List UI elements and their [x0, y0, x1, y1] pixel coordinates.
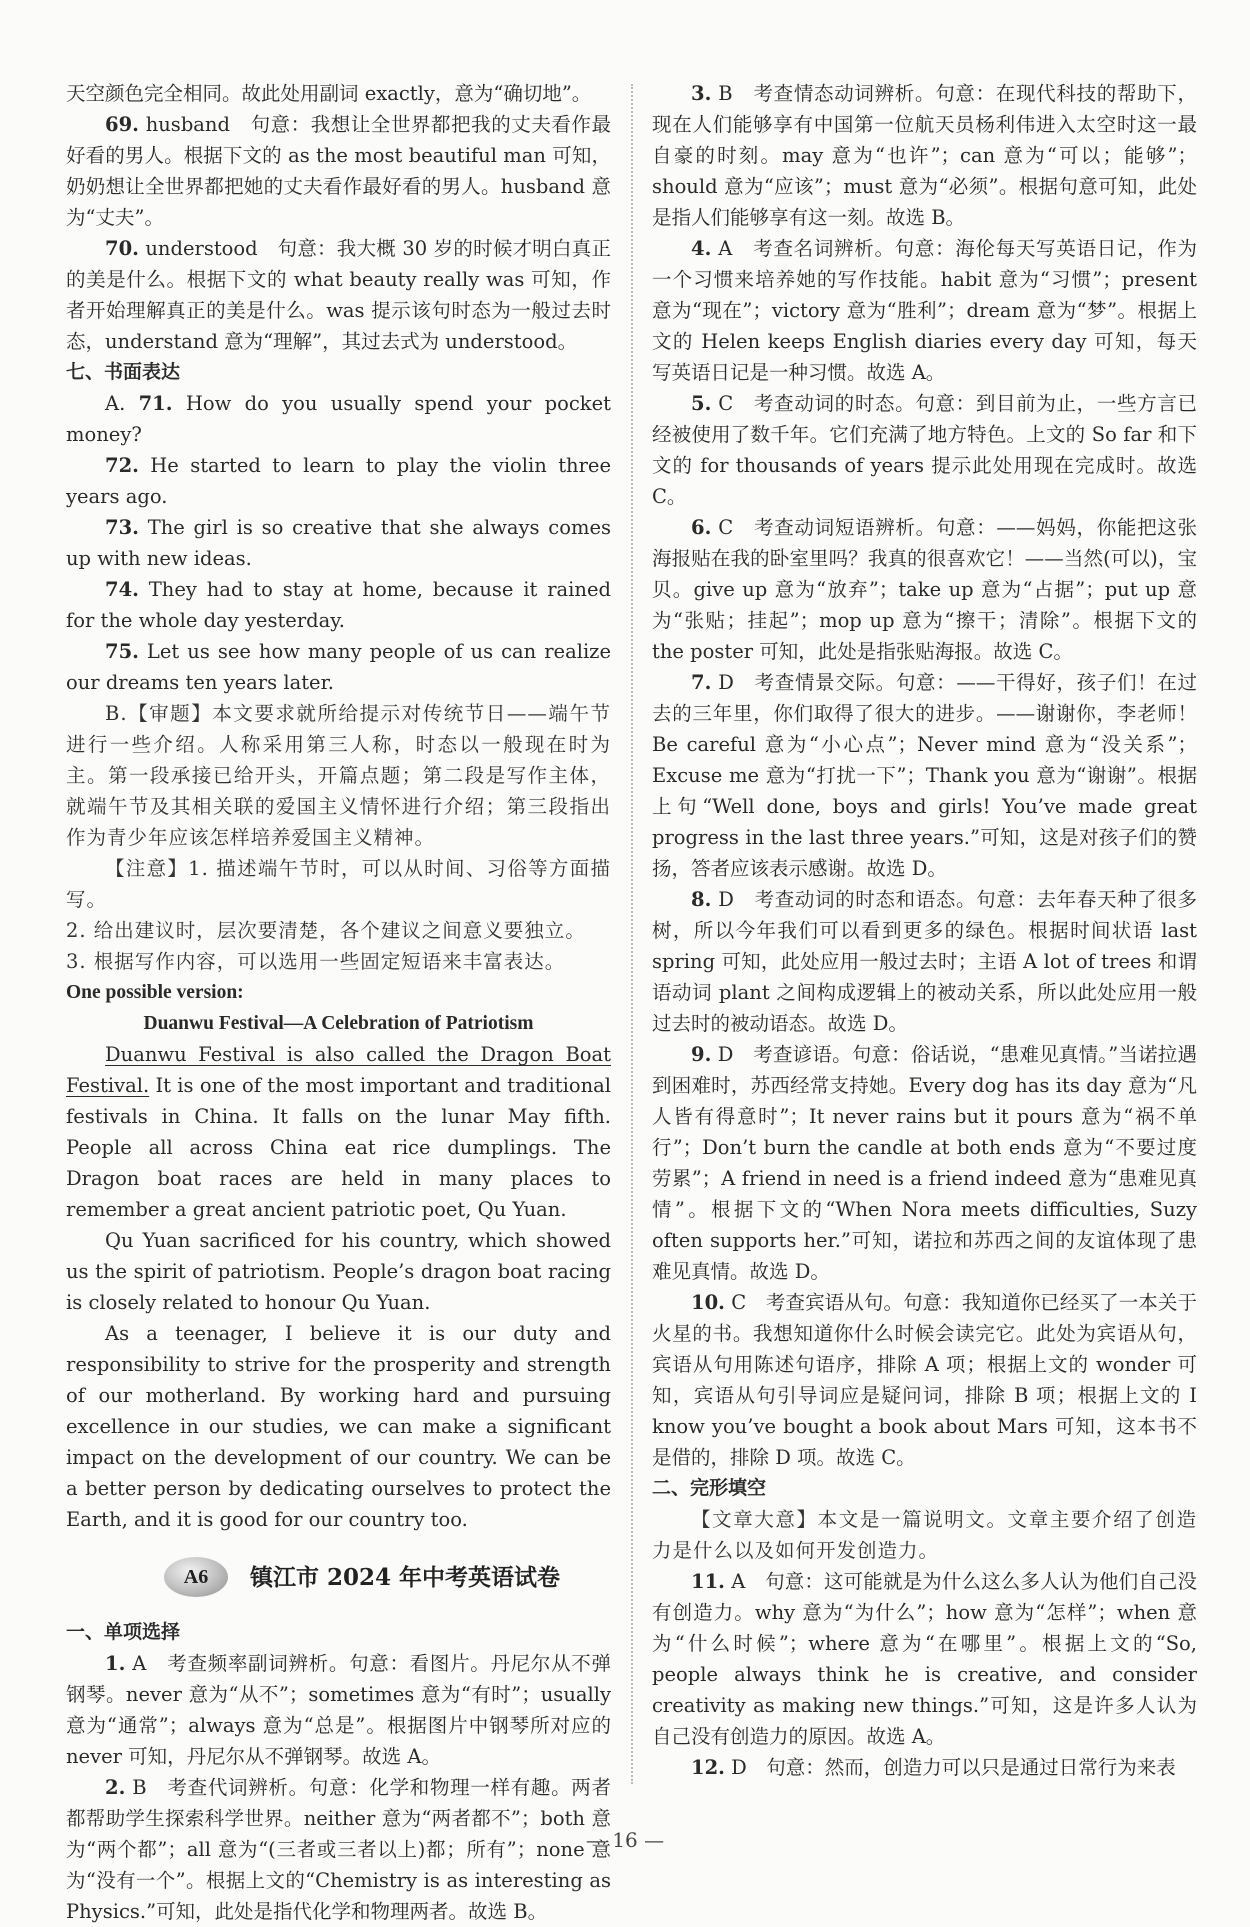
answer-73: 73. The girl is so creative that she always comes up with new ideas.: [66, 516, 611, 570]
passage-summary: 【文章大意】本文是一篇说明文。文章主要介绍了创造力是什么以及如何开发创造力。: [652, 1508, 1197, 1562]
answer-7: 7. D 考查情景交际。句意：——干得好，孩子们！在过去的三年里，你们取得了很大的进步。——谢谢你，李老师！Be careful 意为“小心点”；Never mind 意为“没关系”；Excuse me 意为“打扰一下”；Thank you 意为“谢谢”。根据上句“Well done, boys and girls! You’ve made great progress in the last three years.”可知，这是对孩子们的赞扬，答者应该表示感谢。故选 D。: [652, 671, 1197, 880]
continuation-paragraph: 天空颜色完全相同。故此处用副词 exactly，意为“确切地”。: [66, 82, 592, 105]
answer-5: 5. C 考查动词的时态。句意：到目前为止，一些方言已经被使用了数千年。它们充满了地方特色。上文的 So far 和下文的 for thousands of years 提示此处用现在完成时。故选 C。: [652, 392, 1197, 508]
essay-title: Duanwu Festival—A Celebration of Patriotism: [143, 1013, 534, 1034]
answer-6: 6. C 考查动词短语辨析。句意：——妈妈，你能把这张海报贴在我的卧室里吗？我真的很喜欢它！——当然(可以)，宝贝。give up 意为“放弃”；take up 意为“占据”；put up 意为“张贴；挂起”；mop up 意为“擦干；清除”。根据下文的 the poster 可知，此处是指张贴海报。故选 C。: [652, 516, 1197, 663]
answer-69: 69. husband 句意：我想让全世界都把我的丈夫看作最好看的男人。根据下文的 as the most beautiful man 可知，奶奶想让全世界都把她的丈夫看作最好看的男人。husband 意为“丈夫”。: [66, 113, 611, 229]
answer-8: 8. D 考查动词的时态和语态。句意：去年春天种了很多树，所以今年我们可以看到更多的绿色。根据时间状语 last spring 可知，此处应用一般过去时；主语 A lot of trees 和谓语动词 plant 之间构成逻辑上的被动关系，所以此处应用一般过去时的被动语态。故选 D。: [652, 888, 1197, 1035]
page-number: — 16 —: [585, 1828, 665, 1852]
answer-71: A. 71. How do you usually spend your pocket money?: [66, 392, 612, 446]
sample-label: One possible version:: [66, 982, 244, 1003]
essay-paragraph-3: As a teenager, I believe it is our duty and responsibility to strive for the prosperity and strength of our motherland. By working hard and pursuing excellence in our studies, we can make a significant impact on the development of our country. We can be a better person by dedicating ourselves to protect the Earth, and it is good for our country too.: [66, 1322, 611, 1531]
answer-70: 70. understood 句意：我大概 30 岁的时候才明白真正的美是什么。根据下文的 what beauty really was 可知，作者开始理解真正的美是什么。was 提示该句时态为一般过去时态，understand 意为“理解”，其过去式为 understood。: [66, 237, 611, 353]
exam-title: 镇江市 2024 年中考英语试卷: [250, 1563, 561, 1591]
answer-10: 10. C 考查宾语从句。句意：我知道你已经买了一本关于火星的书。我想知道你什么时候会读完它。此处为宾语从句，宾语从句用陈述句语序，排除 A 项；根据上文的 wonder 可知，宾语从句引导词应是疑问词，排除 B 项；根据上文的 I know you’ve bought a book about Mars 可知，这本书不是借的，排除 D 项。故选 C。: [652, 1291, 1197, 1469]
essay-paragraph-2: Qu Yuan sacrificed for his country, which showed us the spirit of patriotism. People’s dragon boat racing is closely related to honour Qu Yuan.: [66, 1229, 611, 1314]
note-1: 【注意】1. 描述端午节时，可以从时间、习俗等方面描写。: [66, 857, 611, 911]
section-heading-single-choice: 一、单项选择: [66, 1621, 181, 1643]
answer-72: 72. He started to learn to play the violin three years ago.: [66, 454, 611, 508]
section-heading-cloze: 二、完形填空: [652, 1477, 767, 1499]
answer-9: 9. D 考查谚语。句意：俗话说，“患难见真情。”当诺拉遇到困难时，苏西经常支持她。Every dog has its day 意为“凡人皆有得意时”；It never rains but it pours 意为“祸不单行”；Don’t burn the candle at both ends 意为“不要过度劳累”；A friend in need is a friend indeed 意为“患难见真情”。根据下文的“When Nora meets difficulties, Suzy often supports her.”可知，诺拉和苏西之间的友谊体现了患难见真情。故选 D。: [652, 1043, 1197, 1283]
answer-74: 74. They had to stay at home, because it rained for the whole day yesterday.: [66, 578, 611, 632]
essay-paragraph-1: Duanwu Festival is also called the Dragon Boat Festival. It is one of the most important and traditional festivals in China. It falls on the lunar May fifth. People all across China eat rice dumplings. The Dragon boat races are held in many places to remember a great ancient patriotic poet, Qu Yuan.: [66, 1043, 611, 1221]
exam-banner: [164, 1557, 611, 1597]
section-heading-writing: 七、书面表达: [66, 361, 181, 383]
exam-badge-icon: A6: [164, 1557, 228, 1597]
right-column: [652, 78, 1197, 1783]
note-2: 2. 给出建议时，层次要清楚，各个建议之间意义要独立。: [66, 919, 586, 942]
answer-11: 11. A 句意：这可能就是为什么这么多人认为他们自己没有创造力。why 意为“为什么”；how 意为“怎样”；when 意为“什么时候”；where 意为“在哪里”。根据上文的“So, people always think he is creative, and consider creativity as making new things.”可知，这是许多人认为自己没有创造力的原因。故选 A。: [652, 1570, 1197, 1748]
answer-1: 1. A 考查频率副词辨析。句意：看图片。丹尼尔从不弹钢琴。never 意为“从不”；sometimes 意为“有时”；usually 意为“通常”；always 意为“总是”。根据图片中钢琴所对应的 never 可知，丹尼尔从不弹钢琴。故选 A。: [66, 1652, 611, 1768]
answer-12: 12. D 句意：然而，创造力可以只是通过日常行为来表: [691, 1756, 1176, 1779]
left-column: [66, 78, 611, 1927]
answer-2: 2. B 考查代词辨析。句意：化学和物理一样有趣。两者都帮助学生探索科学世界。neither 意为“两者都不”；both 意为“两个都”；all 意为“(三者或三者以上)都；所有”；none 意为“没有一个”。根据上文的“Chemistry is as interesting as Physics.”可知，此处是指代化学和物理两者。故选 B。: [66, 1776, 611, 1923]
column-divider: [631, 84, 633, 1784]
answer-3: 3. B 考查情态动词辨析。句意：在现代科技的帮助下，现在人们能够享有中国第一位航天员杨利伟进入太空时这一最自豪的时刻。may 意为“也许”；can 意为“可以；能够”；should 意为“应该”；must 意为“必须”。根据句意可知，此处是指人们能够享有这一刻。故选 B。: [652, 82, 1197, 229]
answer-4: 4. A 考查名词辨析。句意：海伦每天写英语日记，作为一个习惯来培养她的写作技能。habit 意为“习惯”；present 意为“现在”；victory 意为“胜利”；dream 意为“梦”。根据上文的 Helen keeps English diaries every day 可知，每天写英语日记是一种习惯。故选 A。: [652, 237, 1197, 384]
note-3: 3. 根据写作内容，可以选用一些固定短语来丰富表达。: [66, 950, 566, 973]
answer-75: 75. Let us see how many people of us can realize our dreams ten years later.: [66, 640, 611, 694]
task-analysis: B.【审题】本文要求就所给提示对传统节日——端午节进行一些介绍。人称采用第三人称，时态以一般现在时为主。第一段承接已给开头，开篇点题；第二段是写作主体，就端午节及其相关联的爱国主义情怀进行介绍；第三段指出作为青少年应该怎样培养爱国主义精神。: [66, 702, 611, 849]
